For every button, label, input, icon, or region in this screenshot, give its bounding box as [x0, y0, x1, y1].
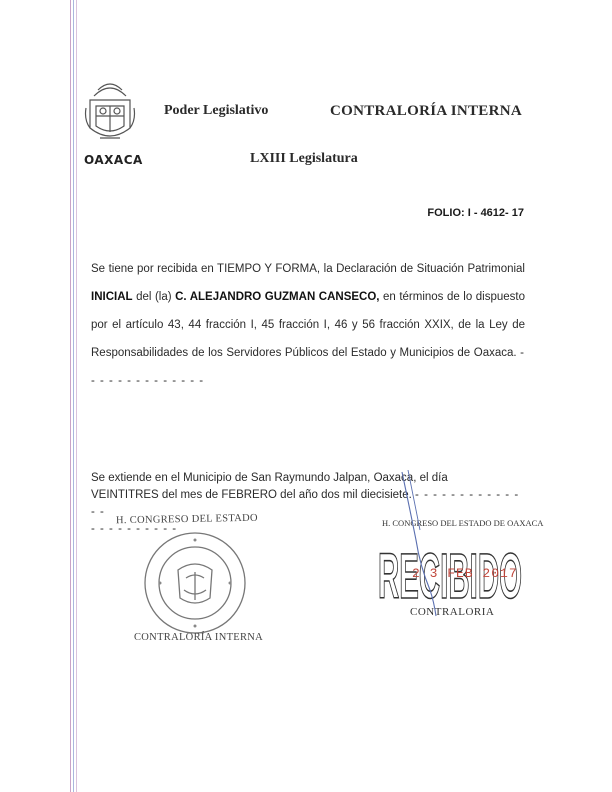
margin-line: [73, 0, 74, 792]
paragraph-text: en términos de lo dispuesto por el artículo 43, 44 fracción I, 45 fracción I, 46 y 56 fracción XXIX, de la Ley de Responsabilidades de los Servidores Públicos del Estado y Municipios de Oaxaca.: [91, 291, 525, 359]
paragraph-text: del (la): [136, 291, 172, 303]
margin-line: [76, 0, 77, 792]
margin-line: [70, 0, 71, 792]
received-date: 2 3 FEB 2017: [412, 566, 518, 581]
congress-stamp-label: H. CONGRESO DEL ESTADO: [115, 512, 258, 527]
folio-number: FOLIO: I - 4612- 17: [427, 207, 524, 219]
received-stamp-header: H. CONGRESO DEL ESTADO DE OAXACA: [382, 518, 544, 528]
signature-mark: [390, 470, 450, 620]
legislatura-heading: LXIII Legislatura: [250, 151, 358, 166]
region-logo-text: OAXACA: [84, 153, 143, 167]
fill-dashes: - - - - - - - - - -: [91, 523, 178, 535]
contraloria-received-label: CONTRALORIA: [410, 606, 495, 618]
congress-seal-icon: [140, 528, 250, 638]
fill-dashes: - - - - - - - - - - - - - -: [91, 347, 526, 387]
issue-line: Se extiende en el Municipio de San Raymundo Jalpan, Oaxaca, el día: [91, 472, 448, 484]
office-heading: CONTRALORÍA INTERNA: [330, 103, 522, 119]
recibido-text: RECIBIDO: [378, 540, 522, 610]
issue-line: VEINTITRES del mes de FEBRERO del año dos mil diecisiete. - - - - - - - - - - - - - -: [91, 489, 520, 518]
declaration-type: INICIAL: [91, 291, 133, 303]
oaxaca-coat-of-arms-icon: [84, 78, 136, 150]
contraloria-stamp-label: CONTRALORÍA INTERNA: [134, 632, 264, 643]
poder-legislativo-heading: Poder Legislativo: [164, 103, 269, 118]
paragraph-text: Se tiene por recibida en TIEMPO Y FORMA, la Declaración de Situación Patrimonial: [91, 263, 525, 275]
declarant-name: C. ALEJANDRO GUZMAN CANSECO,: [175, 291, 380, 303]
declaration-paragraph: [91, 255, 525, 395]
